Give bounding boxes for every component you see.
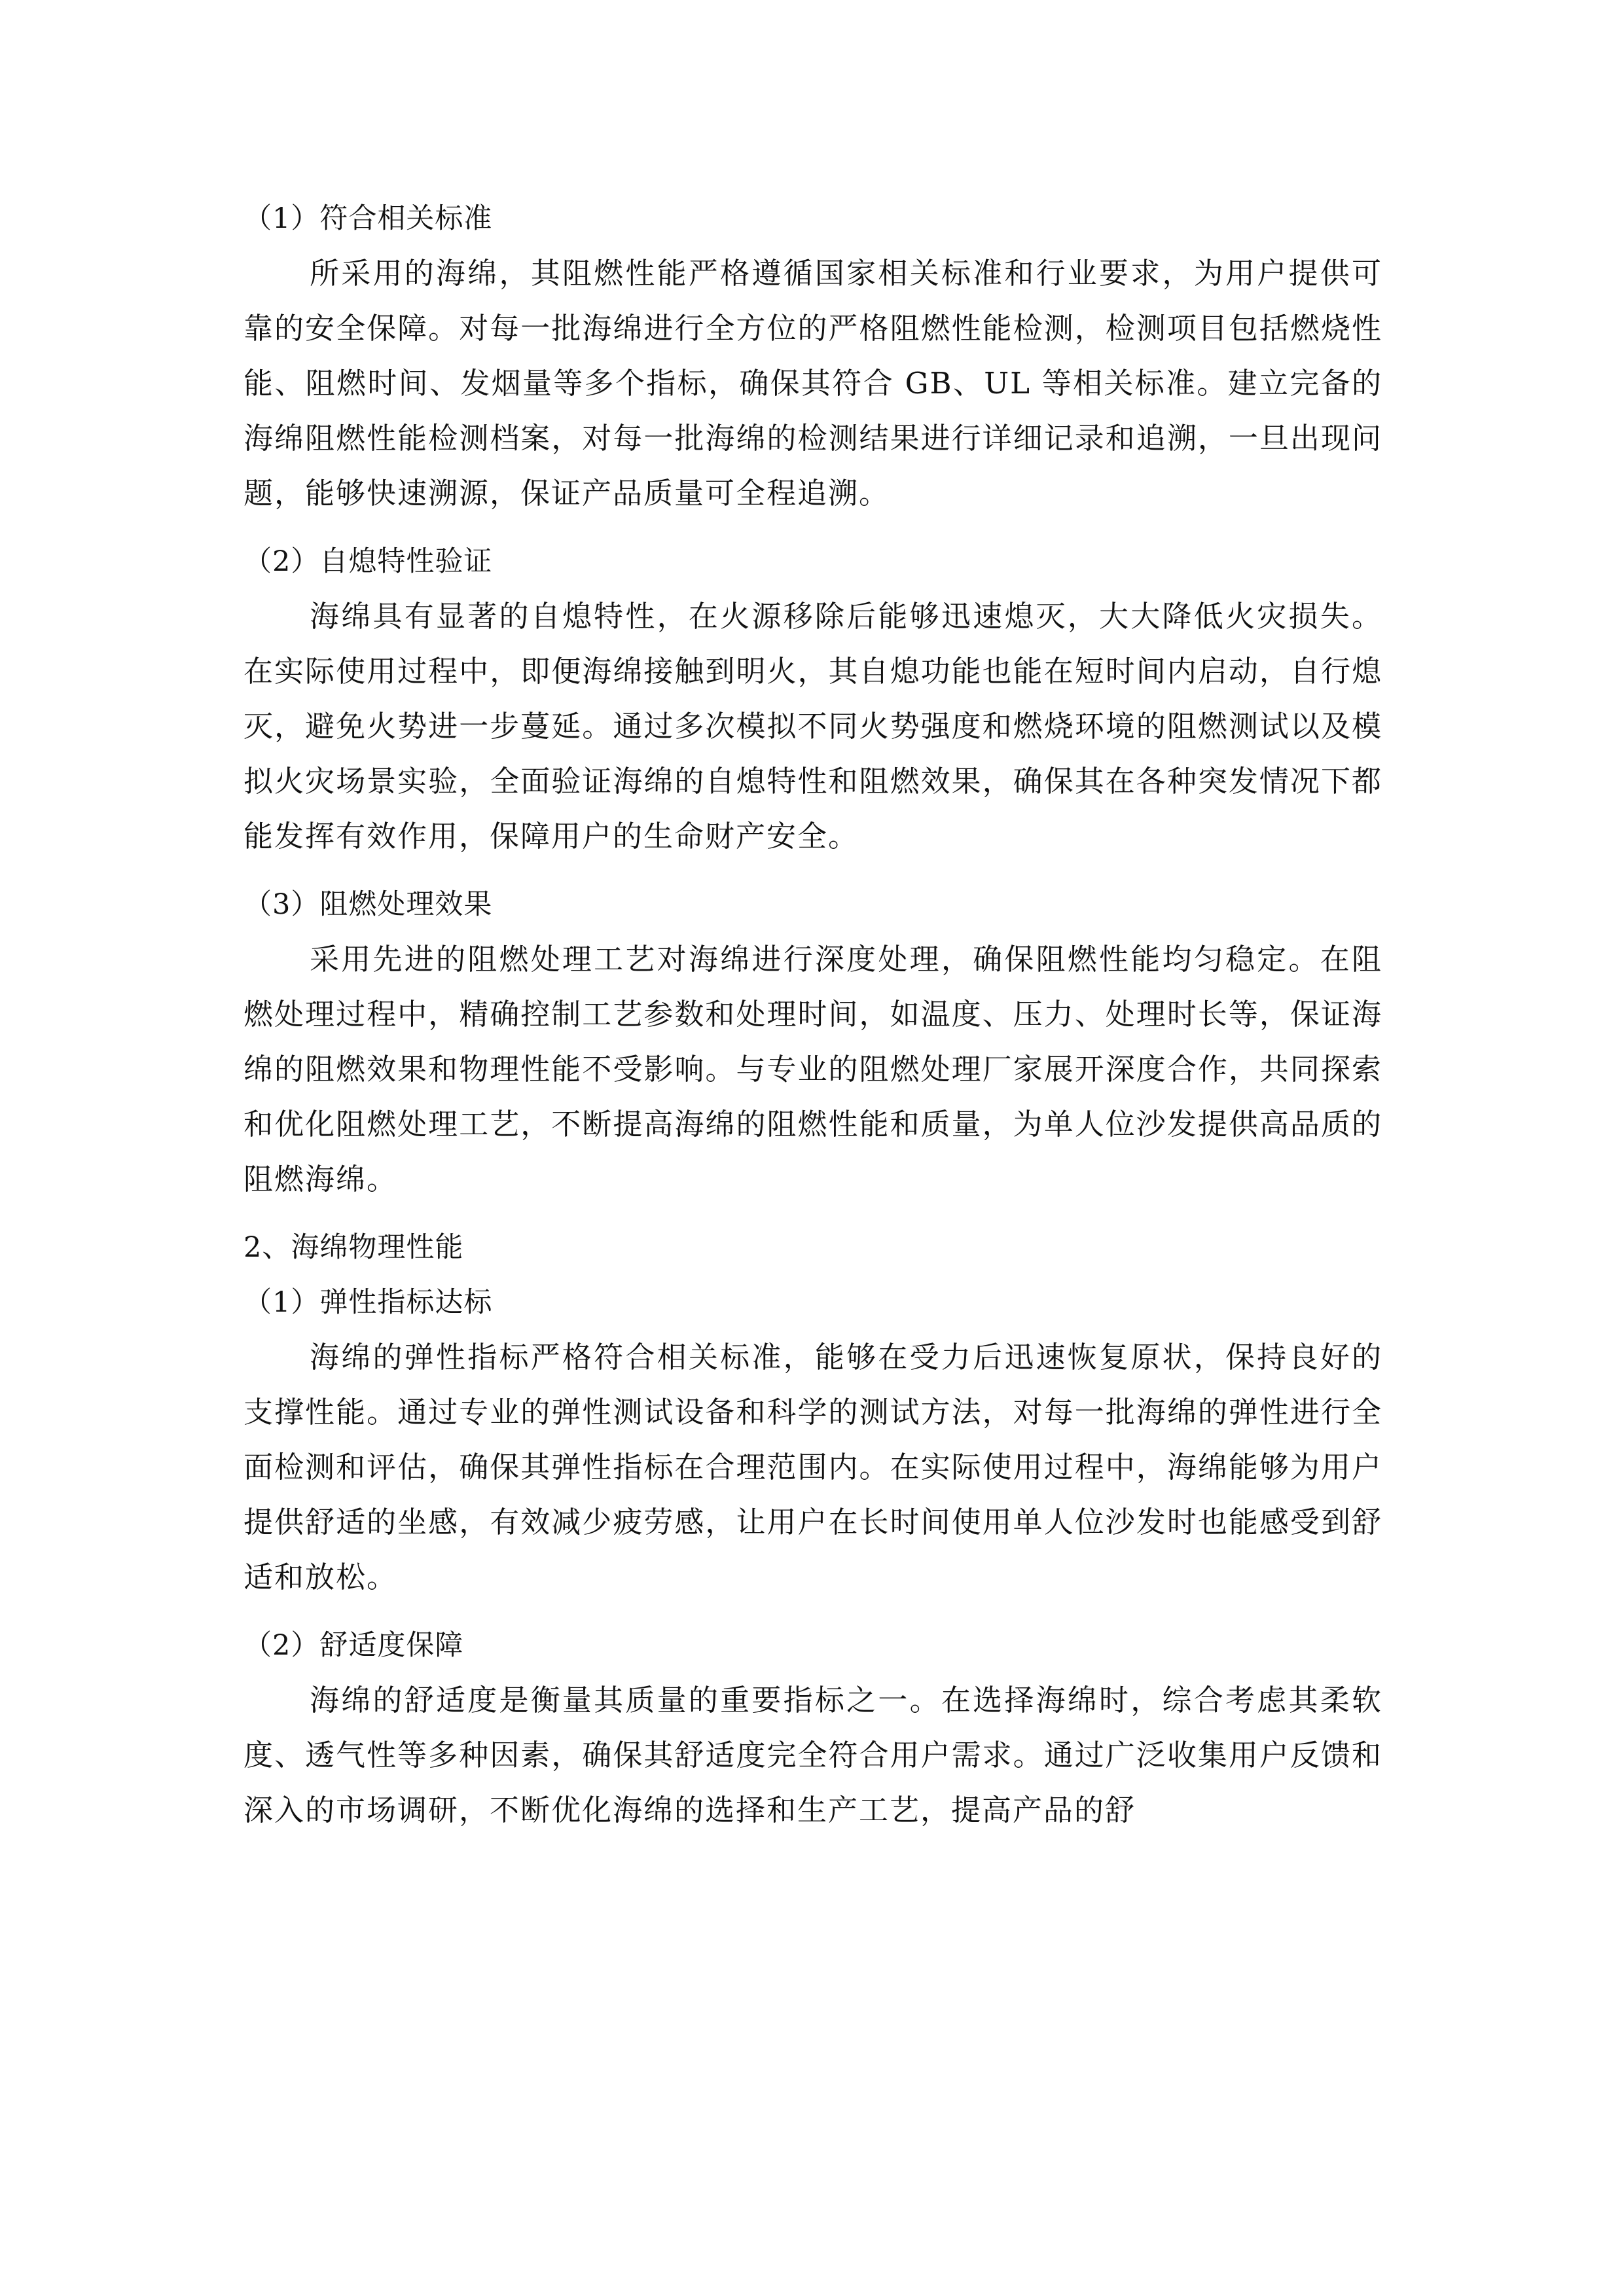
chapter-title: 2、海绵物理性能	[244, 1231, 464, 1264]
section-heading-3: （3）阻燃处理效果	[244, 888, 493, 921]
subsection-paragraph-1: 海绵的弹性指标严格符合相关标准，能够在受力后迅速恢复原状，保持良好的支撑性能。通过专业的弹性测试设备和科学的测试方法，对每一批海绵的弹性进行全面检测和评估，确保其弹性指标在合理范围内。在实际使用过程中，海绵能够为用户提供舒适的坐感，有效减少疲劳感，让用户在长时间使用单人位沙发时也能感受到舒适和放松。	[244, 1340, 1382, 1594]
section-paragraph-1: 所采用的海绵，其阻燃性能严格遵循国家相关标准和行业要求，为用户提供可靠的安全保障。对每一批海绵进行全方位的严格阻燃性能检测，检测项目包括燃烧性能、阻燃时间、发烟量等多个指标，确保其符合 GB、UL 等相关标准。建立完备的海绵阻燃性能检测档案，对每一批海绵的检测结果进行详细记录和追溯，一旦出现问题，能够快速溯源，保证产品质量可全程追溯。	[244, 256, 1382, 511]
section-paragraph-2: 海绵具有显著的自熄特性，在火源移除后能够迅速熄灭，大大降低火灾损失。在实际使用过程中，即便海绵接触到明火，其自熄功能也能在短时间内启动，自行熄灭，避免火势进一步蔓延。通过多次模拟不同火势强度和燃烧环境的阻燃测试以及模拟火灾场景实验，全面验证海绵的自熄特性和阻燃效果，确保其在各种突发情况下都能发挥有效作用，保障用户的生命财产安全。	[244, 599, 1382, 853]
subsection-heading-2: （2）舒适度保障	[244, 1629, 464, 1662]
section-heading-1: （1）符合相关标准	[244, 202, 493, 235]
subsection-heading-1: （1）弹性指标达标	[244, 1286, 493, 1319]
subsection-paragraph-2: 海绵的舒适度是衡量其质量的重要指标之一。在选择海绵时，综合考虑其柔软度、透气性等多种因素，确保其舒适度完全符合用户需求。通过广泛收集用户反馈和深入的市场调研，不断优化海绵的选择和生产工艺，提高产品的舒	[244, 1683, 1382, 1827]
document-body	[244, 191, 1382, 1851]
section-heading-2: （2）自熄特性验证	[244, 545, 493, 578]
section-paragraph-3: 采用先进的阻燃处理工艺对海绵进行深度处理，确保阻燃性能均匀稳定。在阻燃处理过程中，精确控制工艺参数和处理时间，如温度、压力、处理时长等，保证海绵的阻燃效果和物理性能不受影响。与专业的阻燃处理厂家展开深度合作，共同探索和优化阻燃处理工艺，不断提高海绵的阻燃性能和质量，为单人位沙发提供高品质的阻燃海绵。	[244, 942, 1382, 1196]
